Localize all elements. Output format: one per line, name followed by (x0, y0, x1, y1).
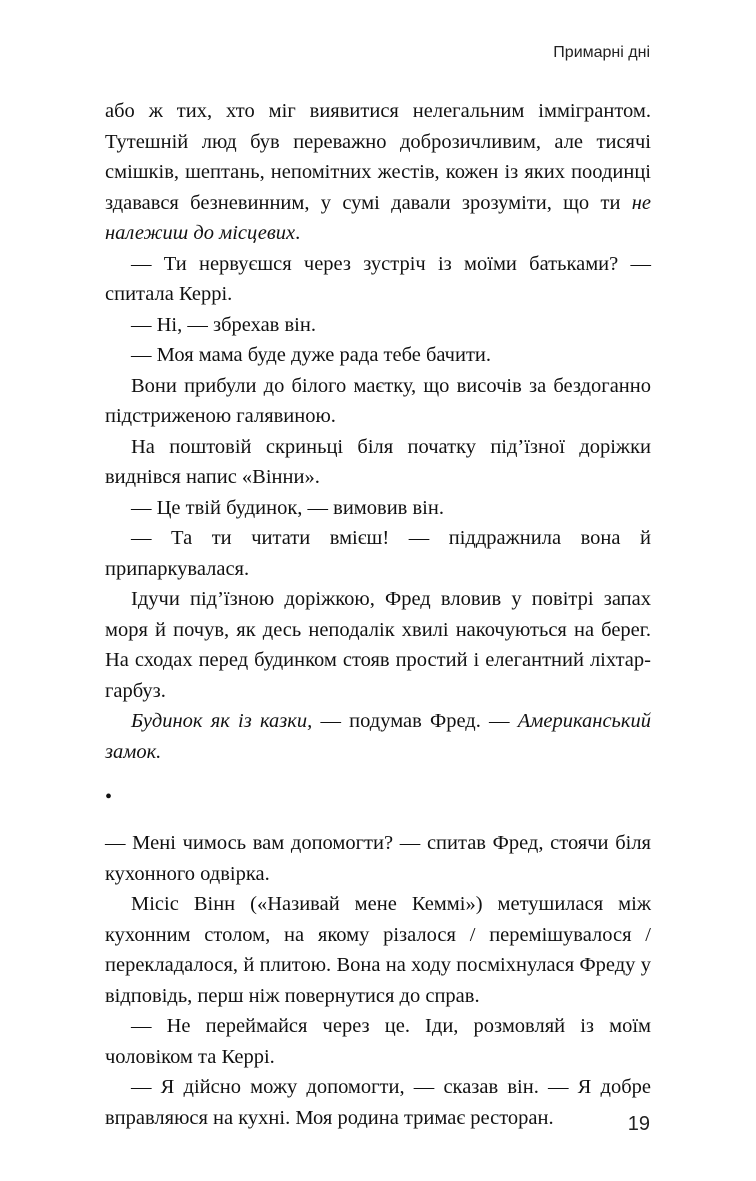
text-run: — Ні, — збрехав він. (131, 313, 316, 336)
text-run: або ж тих, хто міг виявитися нелегальним іммігрантом. Тутешній люд був переважно доброзичливим, але тисячі смішків, шептань, непомітних жестів, кожен із яких поодинці здавався безневинним, у сумі давали зрозуміти, що ти (105, 100, 651, 214)
paragraph (105, 706, 651, 767)
text-run: — Ти нервуєшся через зустріч із моїми батьками? — спитала Керрі. (105, 252, 651, 305)
paragraph (105, 371, 651, 432)
running-head: Примарні дні (553, 44, 650, 61)
text-run: Вони прибули до білого маєтку, що височів за бездоганно підстриженою галявиною. (105, 374, 651, 427)
paragraph (105, 523, 651, 584)
italic-run: не належиш до місцевих (105, 191, 651, 244)
paragraph (105, 584, 651, 706)
text-run: . (295, 222, 301, 244)
paragraph (105, 340, 651, 371)
italic-run: Будинок як із казки, (131, 710, 313, 732)
italic-run: Американський замок. (105, 710, 651, 763)
text-run: — Та ти читати вмієш! — піддражнила вона й припаркувалася. (105, 527, 651, 580)
paragraph (105, 96, 651, 249)
text-run: — Це твій будинок, — вимовив він. (131, 496, 444, 519)
paragraph (105, 889, 651, 1011)
paragraph (105, 310, 651, 341)
text-run: — подумав Фред. — (312, 710, 518, 732)
body-text (105, 96, 651, 1133)
text-run: — Моя мама буде дуже рада тебе бачити. (131, 344, 492, 366)
text-run: — Мені чимось вам допомогти? — спитав Фред, стоячи біля кухонного одвірка. (105, 832, 651, 885)
text-run: Місіс Вінн («Називай мене Кеммі») метушилася між кухонним столом, на якому різалося / перемішувалося / перекладалося, й плитою. Вона на ходу посміхнулася Фреду у відповідь, перш ніж повернутися до справ. (105, 893, 651, 1007)
paragraph (105, 249, 651, 310)
paragraph (105, 1072, 651, 1133)
text-run: На поштовій скриньці біля початку під’їзної доріжки виднівся напис «Вінни». (105, 435, 651, 488)
text-run: — Не переймайся через це. Іди, розмовляй із моїм чоловіком та Керрі. (105, 1015, 651, 1068)
paragraph (105, 1011, 651, 1072)
page-number: 19 (627, 1113, 650, 1135)
section-separator: • (105, 786, 113, 808)
paragraph (105, 493, 651, 524)
text-run: Ідучи під’їзною доріжкою, Фред вловив у повітрі запах моря й почув, як десь неподалік хвилі накочуються на берег. На сходах перед будинком стояв простий і елегантний ліхтар-гарбуз. (105, 588, 651, 702)
paragraph (105, 432, 651, 493)
paragraph (105, 828, 651, 889)
text-run: — Я дійсно можу допомогти, — сказав він. — Я добре вправляюся на кухні. Моя родина тримає ресторан. (105, 1076, 651, 1129)
